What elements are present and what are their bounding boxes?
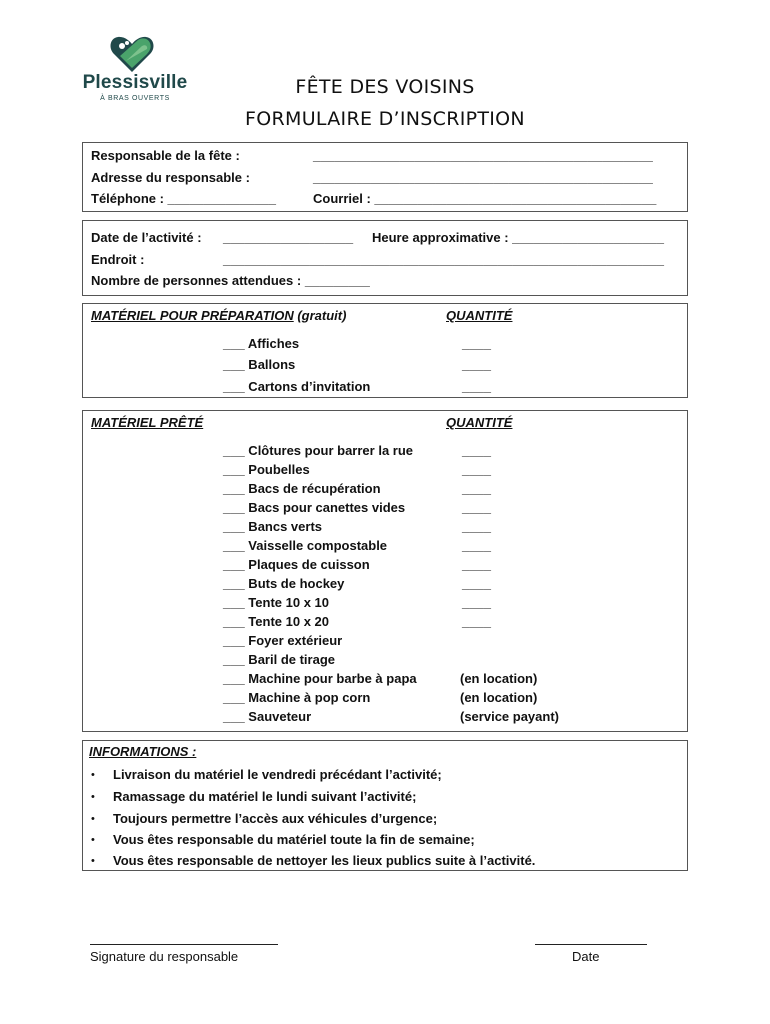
email-field[interactable]: Courriel : _______________________________________	[313, 191, 657, 206]
list-item[interactable]: ___ Buts de hockey	[223, 576, 345, 591]
list-item[interactable]: ___ Foyer extérieur	[223, 633, 343, 648]
date-label: Date de l’activité :	[91, 230, 202, 245]
responsable-section	[82, 142, 688, 212]
pret-section	[82, 410, 688, 732]
qty-field[interactable]: ____	[462, 595, 491, 610]
qty-note: (en location)	[460, 671, 538, 686]
page-subtitle: FORMULAIRE D’INSCRIPTION	[245, 108, 525, 130]
list-item[interactable]: ___ Poubelles	[223, 462, 310, 477]
list-item[interactable]: ___ Sauveteur	[223, 709, 312, 724]
qty-field[interactable]: ____	[462, 379, 491, 394]
qty-field[interactable]: ____	[462, 462, 491, 477]
pret-heading: MATÉRIEL PRÊTÉ	[91, 415, 204, 430]
activite-section	[82, 220, 688, 296]
date-field[interactable]: __________________	[223, 230, 354, 245]
list-item[interactable]: ___ Plaques de cuisson	[223, 557, 370, 572]
qty-field[interactable]: ____	[462, 538, 491, 553]
qty-note: (en location)	[460, 690, 538, 705]
list-item[interactable]: ___ Ballons	[223, 357, 296, 372]
signature-label: Signature du responsable	[90, 949, 239, 964]
list-item[interactable]: ___ Bacs de récupération	[223, 481, 381, 496]
list-item[interactable]: ___ Bancs verts	[223, 519, 323, 534]
list-item[interactable]: ___ Affiches	[223, 336, 300, 351]
responsable-address-label: Adresse du responsable :	[91, 170, 250, 185]
phone-field[interactable]: Téléphone : _______________	[91, 191, 277, 206]
qty-field[interactable]: ____	[462, 500, 491, 515]
info-item: Toujours permettre l’accès aux véhicules d’urgence;	[113, 811, 438, 826]
qty-field[interactable]: ____	[462, 576, 491, 591]
time-field[interactable]: Heure approximative : _____________________	[372, 230, 664, 245]
qty-field[interactable]: ____	[462, 614, 491, 629]
preparation-qty-heading: QUANTITÉ	[446, 308, 513, 323]
qty-field[interactable]: ____	[462, 443, 491, 458]
informations-heading: INFORMATIONS :	[89, 744, 197, 759]
responsable-address-field[interactable]: _______________________________________________	[313, 170, 653, 185]
pret-qty-heading: QUANTITÉ	[446, 415, 513, 430]
bullet: •	[91, 855, 95, 867]
date-line[interactable]	[535, 944, 647, 945]
list-item[interactable]: ___ Tente 10 x 10	[223, 595, 329, 610]
informations-section	[82, 740, 688, 871]
qty-field[interactable]: ____	[462, 357, 491, 372]
place-label: Endroit :	[91, 252, 145, 267]
responsable-name-label: Responsable de la fête :	[91, 148, 240, 163]
people-field[interactable]: Nombre de personnes attendues : _________	[91, 273, 370, 288]
info-item: Livraison du matériel le vendredi précédant l’activité;	[113, 767, 442, 782]
list-item[interactable]: ___ Cartons d’invitation	[223, 379, 371, 394]
page-title: FÊTE DES VOISINS	[295, 76, 475, 98]
signature-line[interactable]	[90, 944, 278, 945]
preparation-heading	[91, 308, 346, 324]
preparation-heading-note: (gratuit)	[297, 308, 347, 323]
logo-tagline: À BRAS OUVERTS	[100, 95, 170, 102]
logo-name: Plessisville	[82, 72, 188, 93]
info-item: Ramassage du matériel le lundi suivant l’activité;	[113, 789, 417, 804]
list-item[interactable]: ___ Tente 10 x 20	[223, 614, 329, 629]
signature-date-label: Date	[572, 949, 600, 964]
qty-field[interactable]: ____	[462, 481, 491, 496]
qty-note: (service payant)	[460, 709, 559, 724]
responsable-name-field[interactable]: _______________________________________________	[313, 148, 653, 163]
bullet: •	[91, 813, 95, 825]
bullet: •	[91, 791, 95, 803]
qty-field[interactable]: ____	[462, 557, 491, 572]
list-item[interactable]: ___ Baril de tirage	[223, 652, 335, 667]
qty-field[interactable]: ____	[462, 336, 491, 351]
bullet: •	[91, 834, 95, 846]
list-item[interactable]: ___ Bacs pour canettes vides	[223, 500, 406, 515]
place-field[interactable]: _____________________________________________________________	[223, 252, 665, 267]
bullet: •	[91, 769, 95, 781]
heart-logo-icon	[108, 34, 156, 74]
preparation-section	[82, 303, 688, 398]
list-item[interactable]: ___ Machine pour barbe à papa	[223, 671, 417, 686]
list-item[interactable]: ___ Machine à pop corn	[223, 690, 371, 705]
info-item: Vous êtes responsable du matériel toute la fin de semaine;	[113, 832, 475, 847]
list-item[interactable]: ___ Clôtures pour barrer la rue	[223, 443, 414, 458]
list-item[interactable]: ___ Vaisselle compostable	[223, 538, 388, 553]
qty-field[interactable]: ____	[462, 519, 491, 534]
info-item: Vous êtes responsable de nettoyer les lieux publics suite à l’activité.	[113, 853, 536, 868]
preparation-heading-text: MATÉRIEL POUR PRÉPARATION	[91, 308, 294, 323]
